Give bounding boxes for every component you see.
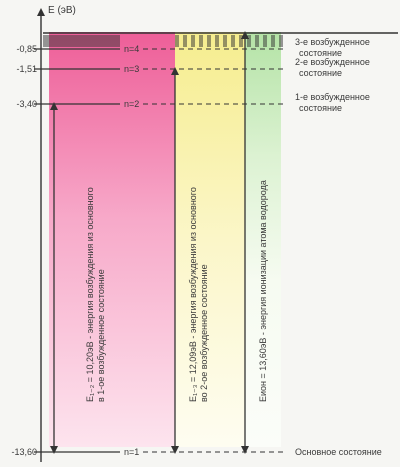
- energy-value-n4: -0,85: [16, 44, 37, 54]
- transition-label-1-2-line2: в 1-ое возбужденное состояние: [96, 269, 106, 402]
- transition-label-1-3: E₁₋₃ = 12,09эВ - энергия возбуждения из основного: [188, 187, 198, 402]
- quantum-number-n2: n=2: [124, 99, 140, 109]
- quantum-number-n1: n=1: [124, 447, 140, 457]
- quantum-number-n3: n=3: [124, 64, 140, 74]
- transition-label-1-3-line2: во 2-ое возбужденное состояние: [199, 264, 209, 402]
- state-label-n1: Основное состояние: [295, 447, 382, 457]
- ionization-label: Eион = 13,60эВ - энергия ионизации атома водорода: [258, 180, 268, 402]
- level-n1: [11, 447, 381, 457]
- axis-label: E (эВ): [48, 5, 76, 16]
- transition-band-1-3: [175, 32, 245, 447]
- transition-label-1-2: E₁₋₂ = 10,20эВ - энергия возбуждения из основного: [85, 187, 95, 402]
- state-label-n2: 1-е возбужденное: [295, 92, 370, 102]
- state-label-n4: 3-е возбужденное: [295, 37, 370, 47]
- quantum-number-n4: n=4: [124, 44, 140, 54]
- state-label-n4-line2: состояние: [299, 48, 343, 58]
- energy-value-n1: -13,60: [11, 447, 37, 457]
- energy-value-n3: -1,51: [16, 64, 37, 74]
- state-label-n2-line2: состояние: [299, 103, 343, 113]
- state-label-n3-line2: состояние: [299, 68, 343, 78]
- transition-band-1-2: [49, 32, 175, 447]
- state-label-n3: 2-е возбужденное: [295, 57, 370, 67]
- energy-value-n2: -3,40: [16, 99, 37, 109]
